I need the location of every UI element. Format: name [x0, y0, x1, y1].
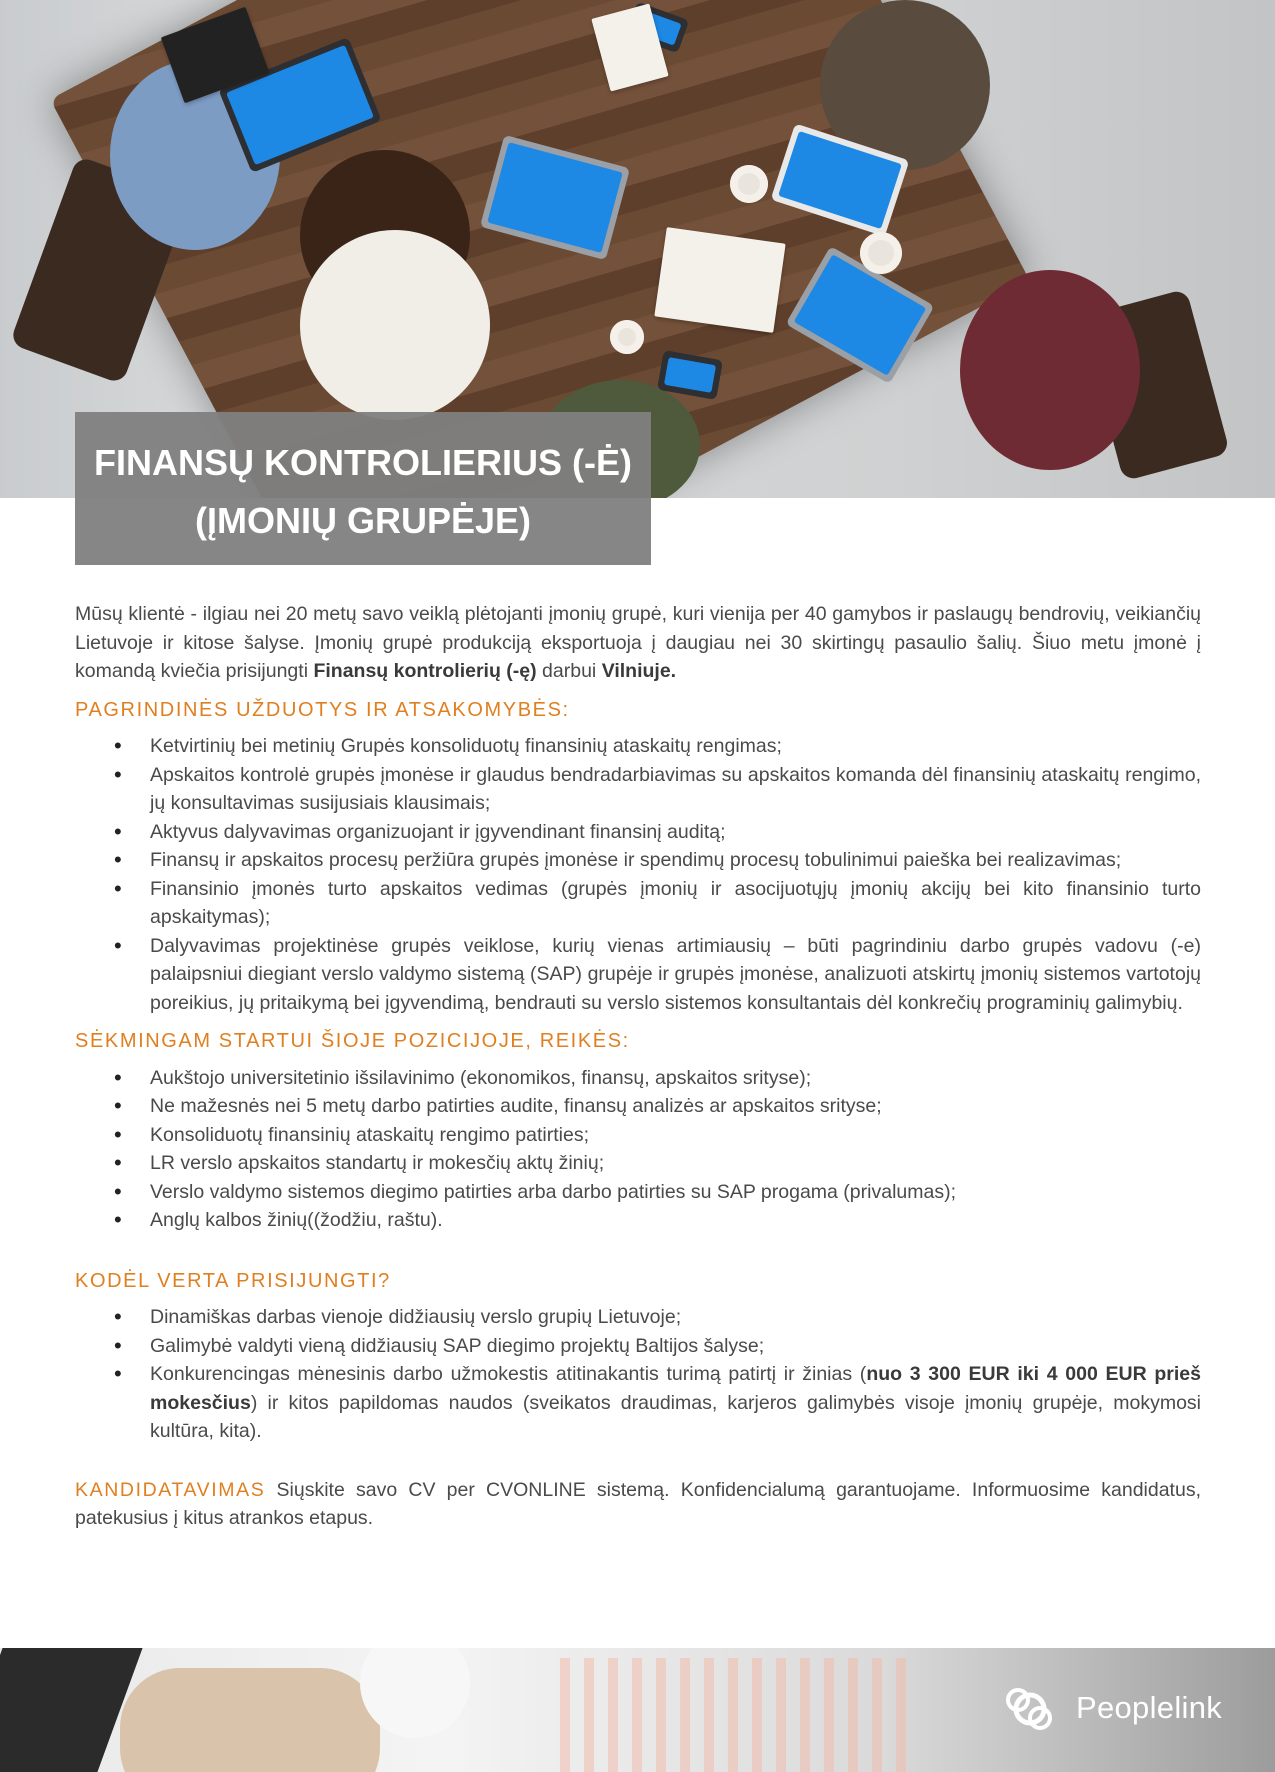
- apply-text: Siųskite savo CV per CVONLINE sistemą. Konfidencialumą garantuojame. Informuosime kandidatus, patekusius į kitus atrankos etapus.: [75, 1478, 1201, 1529]
- hand: [120, 1668, 380, 1772]
- coffee-cup-icon: [610, 320, 644, 354]
- list-item: • Finansinio įmonės turto apskaitos vedimas (grupės įmonių ir asocijuotųjų įmonių akcijų bei kito finansinio turto apskaitymas);: [150, 875, 1201, 932]
- coffee-cup-icon: [860, 232, 902, 274]
- chart-paper: [560, 1658, 920, 1772]
- peoplelink-logo-icon: [1000, 1682, 1060, 1736]
- job-title-line-1: FINANSŲ KONTROLIERIUS (-Ė): [94, 442, 632, 483]
- coffee-cup-icon: [730, 165, 768, 203]
- intro-text-2: darbui: [536, 660, 602, 682]
- job-title-line-2: (ĮMONIŲ GRUPĖJE): [194, 500, 532, 541]
- list-item: • Verslo valdymo sistemos diegimo patirties arba darbo patirties su SAP progama (privalumas);: [150, 1178, 1201, 1207]
- benefit-text: Konkurencingas mėnesinis darbo užmokestis atitinakantis turimą patirtį ir žinias (: [150, 1363, 867, 1385]
- requirements-list: [75, 1064, 1201, 1235]
- list-item: • Finansų ir apskaitos procesų peržiūra grupės įmonėse ir spendimų procesų tobulinimui paieška bei realizavimas;: [150, 846, 1201, 875]
- apply-label: KANDIDATAVIMAS: [75, 1478, 266, 1501]
- list-item: • Ne mažesnės nei 5 metų darbo patirties audite, finansų analizės ar apskaitos srityse;: [150, 1092, 1201, 1121]
- list-item: • Apskaitos kontrolė grupės įmonėse ir glaudus bendradarbiavimas su apskaitos komanda dėl finansinių ataskaitų rengimo, jų konsultavimas susijusiais klausimais;: [150, 761, 1201, 818]
- list-item: • Dalyvavimas projektinėse grupės veiklose, kurių vienas artimiausių – būti pagrindiniu darbo grupės vadovu (-e) palaipsniui diegiant verslo valdymo sistemą (SAP) grupėje ir grupės įmonėse, analizuoti atskirtų įmonių sistemos vartotojų poreikius, jų pritaikymą bei įgyvendimą, bendrauti su verslo sistemos konsultantais dėl konkrečių programinių galimybių.: [150, 932, 1201, 1018]
- list-item: • Aktyvus dalyvavimas organizuojant ir įgyvendinant finansinį auditą;: [150, 818, 1201, 847]
- person-maroon-shirt: [960, 270, 1140, 470]
- benefit-text-2: ) ir kitos papildomas naudos (sveikatos draudimas, karjeros galimybės visoje įmonių grupėje, mokymosi kultūra, kita).: [150, 1391, 1201, 1442]
- intro-text: Mūsų klientė - ilgiau nei 20 metų savo veiklą plėtojanti įmonių grupė, kuri vienija per 40 gamybos ir paslaugų bendrovių, veikiančių Lietuvoje ir kitose šalyse. Įmonių grupė produkciją eksportuoja į daugiau nei 30 skirtingų pasaulio šalių. Šiuo metu įmonė į komandą kviečia prisijungti: [75, 603, 1201, 682]
- job-title-box: [75, 412, 651, 565]
- job-description: [75, 600, 1201, 1533]
- apply-paragraph: [75, 1476, 1201, 1533]
- list-item: • Ketvirtinių bei metinių Grupės konsoliduotų finansinių ataskaitų rengimas;: [150, 732, 1201, 761]
- list-item: • Konsoliduotų finansinių ataskaitų rengimo patirties;: [150, 1121, 1201, 1150]
- brand-name: Peoplelink: [1076, 1690, 1223, 1725]
- person-white-shirt: [300, 230, 490, 420]
- intro-city: Vilniuje.: [601, 660, 677, 682]
- list-item: • Anglų kalbos žinių((žodžiu, raštu).: [150, 1206, 1201, 1235]
- requirements-heading: SĖKMINGAM STARTUI ŠIOJE POZICIJOJE, REIKĖS:: [75, 1030, 630, 1052]
- list-item: • Galimybė valdyti vieną didžiausių SAP diegimo projektų Baltijos šalyse;: [150, 1332, 1201, 1361]
- duties-heading: PAGRINDINĖS UŽDUOTYS IR ATSAKOMYBĖS:: [75, 698, 570, 721]
- duties-list: [75, 732, 1201, 1017]
- list-item: • Aukštojo universitetinio išsilavinimo (ekonomikos, finansų, apskaitos srityse);: [150, 1064, 1201, 1093]
- benefits-list: [75, 1303, 1201, 1446]
- intro-role: Finansų kontrolierių (-ę): [313, 660, 537, 682]
- intro-paragraph: [75, 600, 1201, 686]
- notebook-paper: [654, 227, 785, 333]
- list-item: [150, 1360, 1201, 1446]
- salary-range: nuo 3 300 EUR iki 4 000 EUR prieš mokesčius: [150, 1363, 1201, 1414]
- list-item: • Dinamiškas darbas vienoje didžiausių verslo grupių Lietuvoje;: [150, 1303, 1201, 1332]
- list-item: • LR verslo apskaitos standartų ir mokesčių aktų žinių;: [150, 1149, 1201, 1178]
- benefits-heading: KODĖL VERTA PRISIJUNGTI?: [75, 1269, 391, 1292]
